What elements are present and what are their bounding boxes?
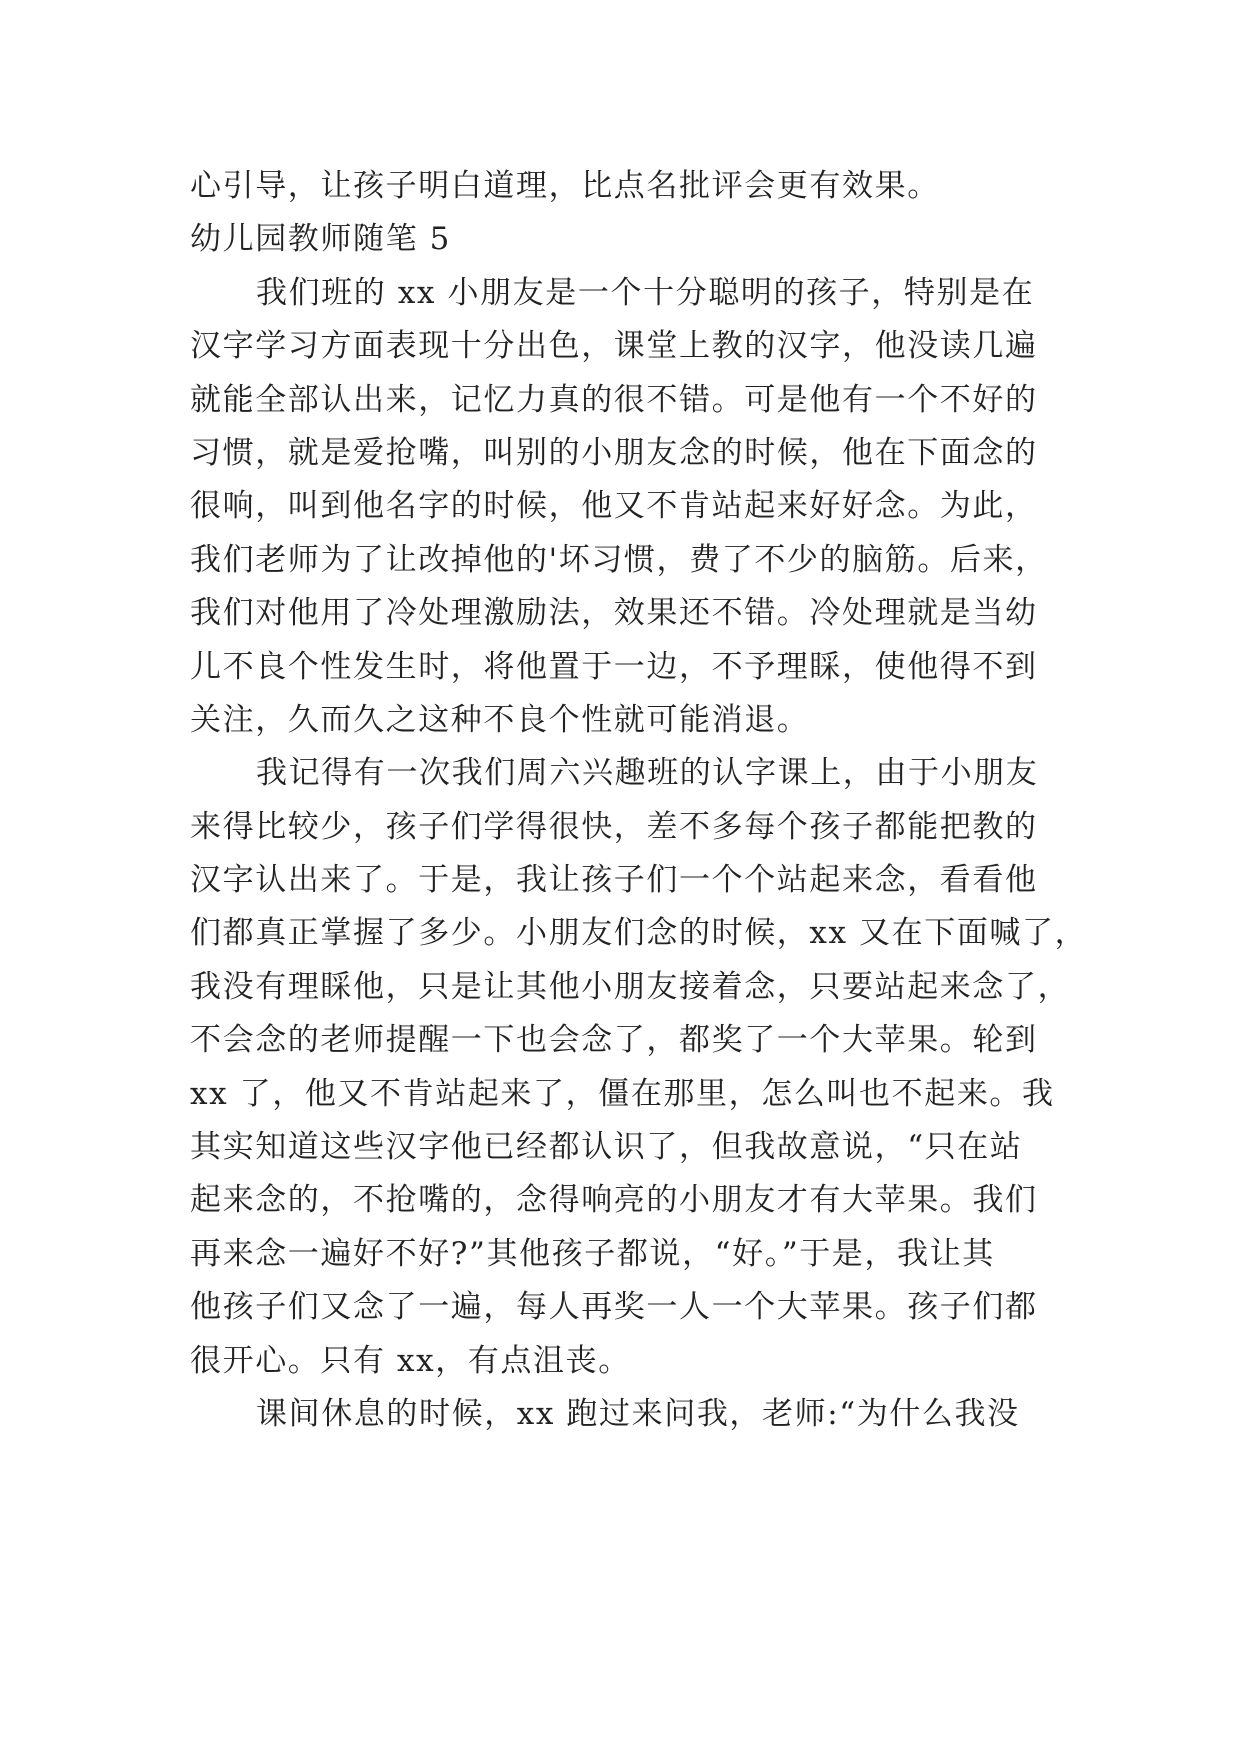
paragraph-1-line-1: 我们班的 xx 小朋友是一个十分聪明的孩子，特别是在 [256, 274, 1035, 311]
section-title: 幼儿园教师随笔 5 [190, 221, 451, 258]
paragraph-1-line-2: 汉字学习方面表现十分出色，课堂上教的汉字，他没读几遍 [190, 328, 1038, 365]
paragraph-2-line-3: 汉字认出来了。于是，我让孩子们一个个站起来念，看看他 [190, 862, 1038, 899]
paragraph-2-line-11: 他孩子们又念了一遍，每人再奖一人一个大苹果。孩子们都 [190, 1289, 1038, 1326]
paragraph-2-line-9: 起来念的，不抢嘴的，念得响亮的小朋友才有大苹果。我们 [190, 1182, 1038, 1219]
paragraph-2-line-10: 再来念一遍好不好?”其他孩子都说，“好。”于是，我让其 [190, 1235, 995, 1272]
paragraph-2-line-6: 不会念的老师提醒一下也会念了，都奖了一个大苹果。轮到 [190, 1022, 1038, 1059]
paragraph-1-line-7: 我们对他用了冷处理激励法，效果还不错。冷处理就是当幼 [190, 595, 1038, 632]
paragraph-1-line-8: 儿不良个性发生时，将他置于一边，不予理睬，使他得不到 [190, 648, 1038, 685]
paragraph-2-line-7: xx 了，他又不肯站起来了，僵在那里，怎么叫也不起来。我 [190, 1075, 1055, 1112]
text-line-1: 心引导，让孩子明白道理，比点名批评会更有效果。 [190, 168, 940, 204]
paragraph-2-line-5: 我没有理睬他，只是让其他小朋友接着念，只要站起来念了， [190, 968, 1071, 1005]
paragraph-1-line-4: 习惯，就是爱抢嘴，叫别的小朋友念的时候，他在下面念的 [190, 434, 1038, 471]
paragraph-2-line-8: 其实知道这些汉字他已经都认识了，但我故意说，“只在站 [190, 1129, 1023, 1166]
document-body [190, 160, 1088, 1441]
paragraph-2-line-12: 很开心。只有 xx，有点沮丧。 [190, 1342, 631, 1379]
paragraph-1-line-3: 就能全部认出来，记忆力真的很不错。可是他有一个不好的 [190, 381, 1038, 418]
paragraph-2-line-4: 们都真正掌握了多少。小朋友们念的时候，xx 又在下面喊了， [190, 915, 1088, 952]
paragraph-2-line-1: 我记得有一次我们周六兴趣班的认字课上，由于小朋友 [256, 755, 1039, 792]
paragraph-2-line-2: 来得比较少，孩子们学得很快，差不多每个孩子都能把教的 [190, 808, 1038, 845]
paragraph-3-line-1: 课间休息的时候，xx 跑过来问我，老师:“为什么我没 [256, 1395, 1020, 1432]
paragraph-1-line-9: 关注，久而久之这种不良个性就可能消退。 [190, 701, 810, 738]
paragraph-1-line-6: 我们老师为了让改掉他的'坏习惯，费了不少的脑筋。后来， [190, 541, 1048, 578]
paragraph-1-line-5: 很响，叫到他名字的时候，他又不肯站起来好好念。为此， [190, 488, 1038, 525]
